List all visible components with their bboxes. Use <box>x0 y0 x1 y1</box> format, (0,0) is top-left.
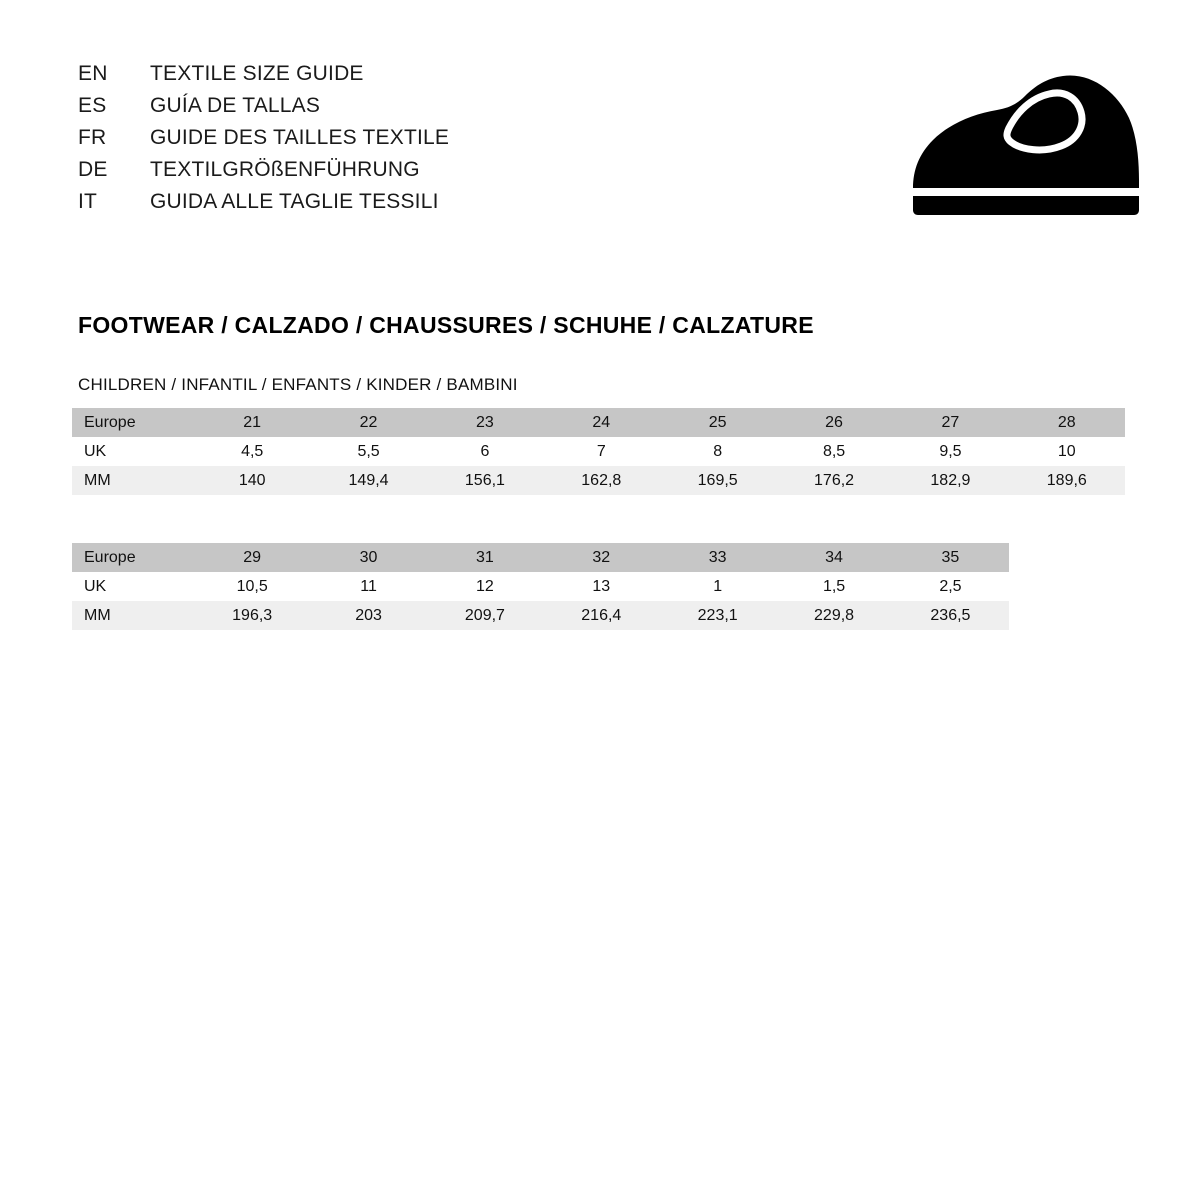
table-row <box>72 466 1125 495</box>
table-row <box>72 408 1125 437</box>
table-cell-empty <box>1009 543 1125 572</box>
table-cell: 176,2 <box>776 466 892 495</box>
table-cell: 196,3 <box>194 601 310 630</box>
table-cell: 216,4 <box>543 601 659 630</box>
language-title: GUIDA ALLE TAGLIE TESSILI <box>150 190 439 213</box>
table-cell: 10,5 <box>194 572 310 601</box>
table-cell: 236,5 <box>892 601 1008 630</box>
table-cell: 203 <box>310 601 426 630</box>
table-cell: 33 <box>660 543 776 572</box>
language-code: ES <box>78 94 107 117</box>
table-cell: 156,1 <box>427 466 543 495</box>
table-cell: 27 <box>892 408 1008 437</box>
table-cell: 13 <box>543 572 659 601</box>
table-cell: 31 <box>427 543 543 572</box>
language-title: TEXTILGRÖßENFÜHRUNG <box>150 158 420 181</box>
table-cell: 7 <box>543 437 659 466</box>
row-label: Europe <box>72 408 194 437</box>
table-cell: 9,5 <box>892 437 1008 466</box>
table-row <box>72 543 1125 572</box>
table-cell: 5,5 <box>310 437 426 466</box>
language-title: TEXTILE SIZE GUIDE <box>150 62 364 85</box>
table-cell: 149,4 <box>310 466 426 495</box>
row-label: Europe <box>72 543 194 572</box>
table-cell: 28 <box>1009 408 1125 437</box>
table-cell-empty <box>1009 572 1125 601</box>
table-cell-empty <box>1009 601 1125 630</box>
section-subtitle: CHILDREN / INFANTIL / ENFANTS / KINDER / BAMBINI <box>78 375 518 394</box>
table-cell: 12 <box>427 572 543 601</box>
table-cell: 6 <box>427 437 543 466</box>
table-cell: 1 <box>660 572 776 601</box>
table-cell: 35 <box>892 543 1008 572</box>
table-cell: 11 <box>310 572 426 601</box>
language-code: EN <box>78 62 108 85</box>
language-title: GUÍA DE TALLAS <box>150 94 321 117</box>
size-table-children-2 <box>72 543 1125 630</box>
language-title: GUIDE DES TAILLES TEXTILE <box>150 126 450 149</box>
table-cell: 162,8 <box>543 466 659 495</box>
table-cell: 169,5 <box>660 466 776 495</box>
table-cell: 24 <box>543 408 659 437</box>
table-cell: 8 <box>660 437 776 466</box>
table-row <box>72 572 1125 601</box>
table-cell: 21 <box>194 408 310 437</box>
table-cell: 209,7 <box>427 601 543 630</box>
language-code: DE <box>78 158 108 181</box>
table-cell: 25 <box>660 408 776 437</box>
table-cell: 30 <box>310 543 426 572</box>
table-cell: 229,8 <box>776 601 892 630</box>
table-cell: 223,1 <box>660 601 776 630</box>
table-cell: 1,5 <box>776 572 892 601</box>
table-cell: 140 <box>194 466 310 495</box>
row-label: MM <box>72 466 194 495</box>
row-label: MM <box>72 601 194 630</box>
table-cell: 26 <box>776 408 892 437</box>
table-cell: 34 <box>776 543 892 572</box>
table-cell: 32 <box>543 543 659 572</box>
shoe-icon <box>905 70 1145 220</box>
table-cell: 29 <box>194 543 310 572</box>
table-cell: 2,5 <box>892 572 1008 601</box>
table-cell: 182,9 <box>892 466 1008 495</box>
section-title: FOOTWEAR / CALZADO / CHAUSSURES / SCHUHE / CALZATURE <box>78 312 814 338</box>
language-code: IT <box>78 190 98 213</box>
table-cell: 4,5 <box>194 437 310 466</box>
row-label: UK <box>72 437 194 466</box>
table-row <box>72 437 1125 466</box>
row-label: UK <box>72 572 194 601</box>
table-cell: 23 <box>427 408 543 437</box>
table-cell: 10 <box>1009 437 1125 466</box>
size-table-children-1 <box>72 408 1125 495</box>
table-row <box>72 601 1125 630</box>
language-code: FR <box>78 126 107 149</box>
table-cell: 22 <box>310 408 426 437</box>
table-cell: 8,5 <box>776 437 892 466</box>
table-cell: 189,6 <box>1009 466 1125 495</box>
